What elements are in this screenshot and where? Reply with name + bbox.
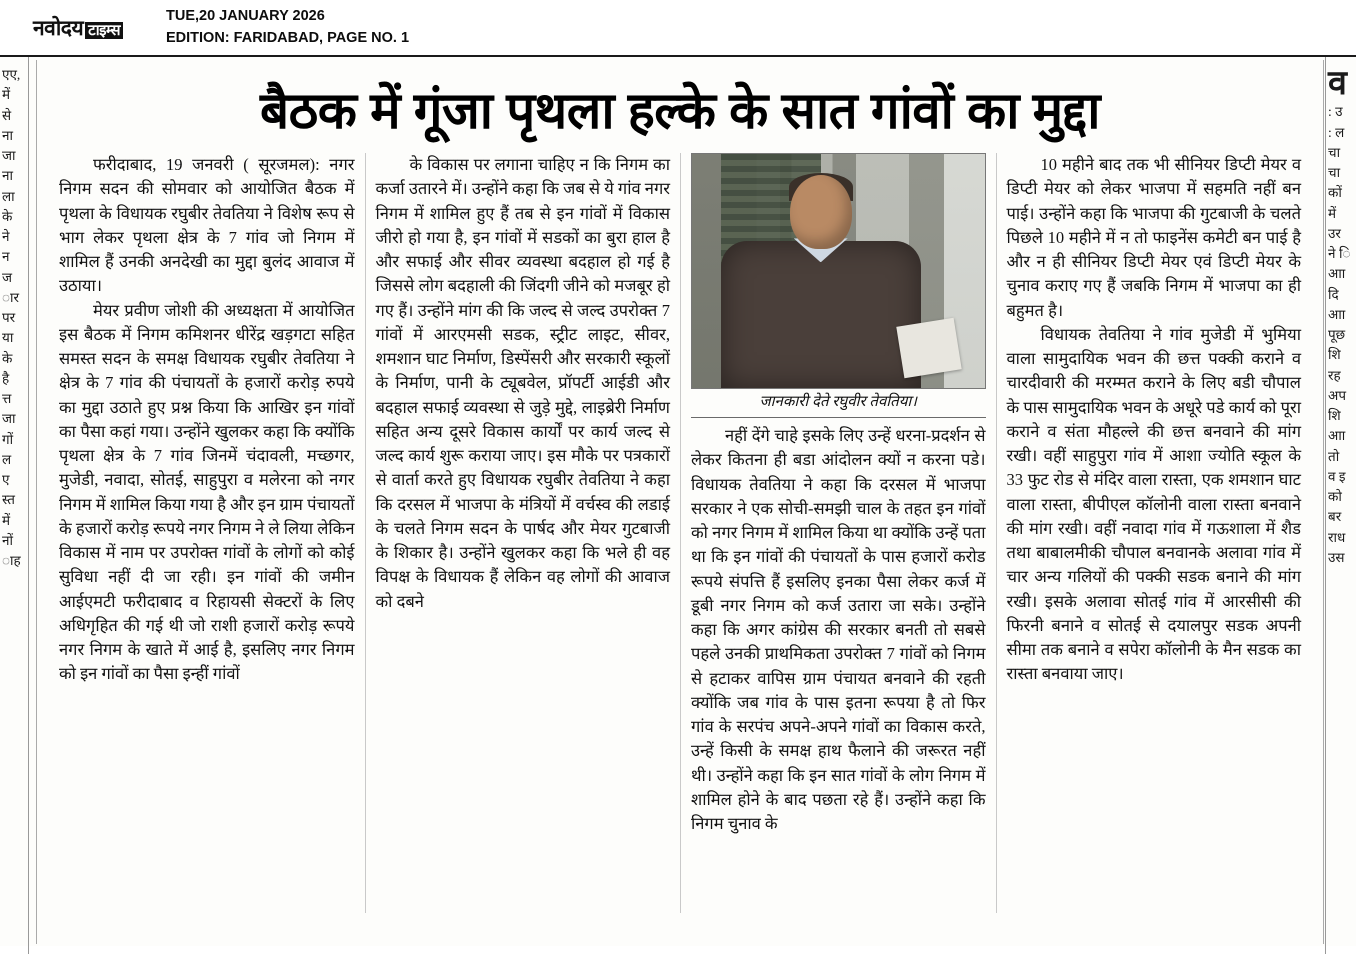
rail-fragment: ज bbox=[2, 269, 13, 285]
rail-fragment: या bbox=[2, 330, 14, 346]
rail-fragment: अप bbox=[1328, 387, 1346, 403]
rail-fragment: ए bbox=[2, 472, 10, 487]
rail-fragment: में bbox=[1328, 205, 1337, 221]
rail-fragment: जा bbox=[2, 411, 16, 427]
rail-fragment: आा bbox=[1328, 266, 1346, 282]
photo-paper bbox=[896, 318, 961, 378]
article-columns bbox=[49, 153, 1311, 913]
paragraph: के विकास पर लगाना चाहिए न कि निगम का कर्जा उतारने में। उन्होंने कहा कि जब से ये गांव नगर निगम में शामिल हुए हैं तब से इन गांवों में विकास जीरो हो गया है, इन गांवों में सडकों का बुरा हाल है और सफाई और सीवर व्यवस्था बदहाल हो गई है जिससे लोग बदहाली की जिंदगी जीने को मजबूर हो गए हैं। उन्होंने मांग की कि जल्द से जल्द उपरोक्त 7 गांवों में आरएमसी सडक, स्ट्रीट लाइट, सीवर, शमशान घाट निर्माण, डिस्पेंसरी और सरकारी स्कूलों के निर्माण, पानी के ट्यूबवेल, प्रॉपर्टी आईडी और बदहाल सफाई व्यवस्था से जुड़े मुद्दे, लाइब्रेरी निर्माण सहित अन्य दूसरे विकास कार्यों पर कार्य जल्द से जल्द कार्य शुरू कराया जाए। इस मौके पर पत्रकारों से वार्ता करते हुए विधायक रघुबीर तेवतिया ने कहा कि दरसल में भाजपा के मंत्रियों में वर्चस्व की लडाई के चलते निगम सदन के पार्षद और मेयर गुटबाजी के शिकार है। उन्होंने खुलकर कहा कि भले ही वह विपक्ष के विधायक हैं लेकिन वह लोगों की आवाज को दबने bbox=[375, 155, 670, 611]
rail-fragment: आा bbox=[1328, 428, 1346, 444]
photo-person-body bbox=[721, 241, 921, 388]
article-column-4 bbox=[996, 153, 1312, 913]
rail-fragment: उस bbox=[1328, 549, 1345, 565]
rail-fragment: एए, bbox=[2, 67, 21, 82]
rail-fragment: पर bbox=[2, 310, 16, 325]
rail-fragment: आा bbox=[1328, 306, 1346, 322]
edition-info bbox=[166, 6, 409, 48]
rail-fragment: ाह bbox=[2, 553, 21, 568]
rail-fragment: ने bbox=[2, 229, 10, 244]
paragraph: मेयर प्रवीण जोशी की अध्यक्षता में आयोजित इस बैठक में निगम कमिशनर धीरेंद्र खड़गटा सहित समस्त सदन के समक्ष विधायक रघुबीर तेवतिया ने क्षेत्र के 7 गांव की पंचायतों के हजारों करोड़ रुपये का मुद्दा उठाते हुए प्रश्न किया कि आखिर इन गांवों का पैसा कहां गया। उन्होंने खुलकर कहा कि क्योंकि पृथला क्षेत्र के 7 गांव जिनमें चंदावली, मच्छगर, मुजेडी, नवादा, सोतई, साहुपुरा व मलेरना को नगर निगम में शामिल किया गया है और इन ग्राम पंचायतों के हजारों करोड़ रूपये नगर निगम ने ले लिया लेकिन विकास में नाम पर उपरोक्त गांवों के लोगों को कोई सुविधा नहीं दी जा रही। इन गांवों की जमीन आईएमटी फरीदाबाद व रिहायसी सेक्टरों के लिए अधिगृहित की गई थी जो राशी हजारों करोड़ रूपये नगर निगम के खाते में आई है, इसलिए नगर निगम को इन गांवों का पैसा इन्हीं गांवों bbox=[59, 300, 355, 684]
article-column-3 bbox=[680, 153, 996, 913]
rail-headline-fragment: व bbox=[1328, 65, 1347, 102]
masthead bbox=[0, 0, 1356, 57]
article-photo bbox=[691, 153, 986, 389]
paragraph: फरीदाबाद, 19 जनवरी ( सूरजमल): नगर निगम सदन की सोमवार को आयोजित बैठक में पृथला के विधायक रघुबीर तेवतिया ने विशेष रूप से भाग लेकर पृथला क्षेत्र के 7 गांव जो निगम में शामिल हैं उनकी अनदेखी का मुद्दा बुलंद आवाज में उठाया। bbox=[59, 155, 355, 296]
rail-fragment: तो bbox=[1328, 448, 1340, 464]
rail-fragment: चा bbox=[1328, 144, 1341, 160]
rail-fragment: कों bbox=[1328, 185, 1342, 201]
rail-fragment: के bbox=[2, 350, 13, 366]
paragraph: 10 महीने बाद तक भी सीनियर डिप्टी मेयर व डिप्टी मेयर को लेकर भाजपा में सहमति नहीं बन पाई। उन्होंने कहा कि भाजपा की गुटबाजी के चलते पिछले 10 महीने में न तो फाइनेंस कमेटी बन पाई है और न ही सीनियर डिप्टी मेयर एवं डिप्टी मेयर के चुनाव कराए गए हैं जबकि निगम में भाजपा का ही बहुमत है। bbox=[1006, 155, 1301, 320]
left-column-fragment bbox=[0, 57, 29, 954]
logo-sub-text: टाइम्स bbox=[85, 22, 123, 39]
rail-fragment: रह bbox=[1328, 367, 1341, 383]
right-column-fragment bbox=[1325, 57, 1356, 954]
article-column-1 bbox=[49, 153, 365, 913]
rail-fragment: शि bbox=[1328, 408, 1341, 424]
publication-logo bbox=[8, 14, 148, 42]
rail-fragment: बर bbox=[1328, 509, 1342, 525]
paragraph: विधायक तेवतिया ने गांव मुजेडी में भुमिया वाला सामुदायिक भवन की छत्त पक्की कराने व चारदीवारी की मरम्मत कराने के लिए बडी चौपाल के पास सामुदायिक भवन के अधूरे पडे कार्य को पूरा कराने व संता मौहल्ले की छत्त बनवाने की मांग रखी। वहीं साहुपुरा गांव में आशा ज्योति स्कूल के 33 फुट रोड से मंदिर वाला रास्ता, एक शमशान घाट वाला रास्ता, बीपीएल कॉलोनी वाला रास्ता बनवाने की मांग रखी। वहीं नवादा गांव में गऊशाला में शैड तथा बाबालमीकी चौपाल बनवानके अलावा गांव में चार अन्य गलियों की पक्की सडक बनाने की मांग रखी। इसके अलावा सोतई गांव में आरसीसी की फिरनी बनाने व सोतई से दयालपुर सडक अपनी सीमा तक बनाने व सपेरा कॉलोनी के मैन सडक का रास्ता बनवाया जाए। bbox=[1006, 324, 1301, 684]
rail-fragment: नों bbox=[2, 532, 13, 548]
rail-fragment: में bbox=[2, 512, 11, 528]
article-headline: बैठक में गूंजा पृथला हल्के के सात गांवों का मुद्दा bbox=[260, 82, 1100, 139]
rail-fragment: राध bbox=[1328, 529, 1346, 545]
rail-fragment: : उ bbox=[1328, 104, 1343, 120]
rail-fragment: शि bbox=[1328, 347, 1341, 363]
article-column-2 bbox=[365, 153, 681, 913]
main-article bbox=[36, 60, 1324, 944]
rail-fragment: स्त bbox=[2, 492, 15, 508]
photo-person-head bbox=[790, 175, 852, 249]
rail-fragment: से bbox=[2, 107, 12, 123]
rail-fragment: ार bbox=[2, 289, 20, 305]
rail-fragment: उर bbox=[1328, 225, 1341, 241]
date-line: TUE,20 JANUARY 2026 bbox=[166, 8, 325, 25]
rail-fragment: ल bbox=[2, 451, 12, 467]
rail-fragment: ने ि bbox=[1328, 246, 1351, 262]
rail-fragment: गों bbox=[2, 431, 14, 447]
rail-fragment: दि bbox=[1328, 286, 1339, 302]
logo-main-text: नवोदय bbox=[33, 16, 84, 40]
edition-line: EDITION: FARIDABAD, PAGE NO. 1 bbox=[166, 29, 410, 46]
rail-fragment: व इ bbox=[1328, 468, 1346, 484]
rail-fragment: में bbox=[2, 87, 11, 103]
photo-caption: जानकारी देते रघुवीर तेवतिया। bbox=[691, 389, 986, 418]
rail-fragment: ना bbox=[2, 127, 13, 143]
rail-fragment: जा bbox=[2, 148, 16, 163]
article-photo-block bbox=[691, 153, 986, 418]
rail-fragment: पूछ bbox=[1328, 327, 1346, 343]
rail-fragment: चा bbox=[1328, 165, 1341, 181]
rail-fragment: ना bbox=[2, 168, 13, 184]
paragraph: नहीं देंगे चाहे इसके लिए उन्हें धरना-प्रदर्शन से लेकर कितना ही बडा आंदोलन क्यों न करना पडे। विधायक तेवतिया ने कहा कि दरसल में भाजपा सरकार ने एक सोची-समझी चाल के तहत इन गांवों को नगर निगम में शामिल किया था क्योंकि उन्हें पता था कि इन गांवों की पंचायतों के पास हजारों करोड रूपये संपत्ति हैं इसलिए इनका पैसा लेकर कर्ज में डूबी नगर निगम को कर्ज उतारा जा सके। उन्होंने कहा कि अगर कांग्रेस की सरकार बनती तो सबसे पहले उनकी प्राथमिकता उपरोक्त 7 गांवों को निगम से हटाकर वापिस ग्राम पंचायत बनवाने की रहती क्योंकि जब गांव के पास इतना रूपया है तो फिर गांव के सरपंच अपने-अपने गांवों का विकास करते, उन्हें किसी के समक्ष हाथ फैलाने की जरूरत नहीं थी। उन्होंने कहा कि इन सात गांवों के लोग निगम में शामिल होने के बाद पछता रहे हैं। उन्होंने कहा कि निगम चुनाव के bbox=[691, 426, 986, 834]
rail-fragment: ला bbox=[2, 188, 15, 204]
rail-fragment: है bbox=[2, 370, 10, 386]
rail-fragment: के bbox=[2, 208, 13, 224]
rail-fragment: : ल bbox=[1328, 124, 1345, 140]
rail-fragment: न bbox=[2, 249, 10, 265]
rail-fragment: को bbox=[1328, 489, 1342, 505]
rail-fragment: त्त bbox=[2, 391, 12, 406]
